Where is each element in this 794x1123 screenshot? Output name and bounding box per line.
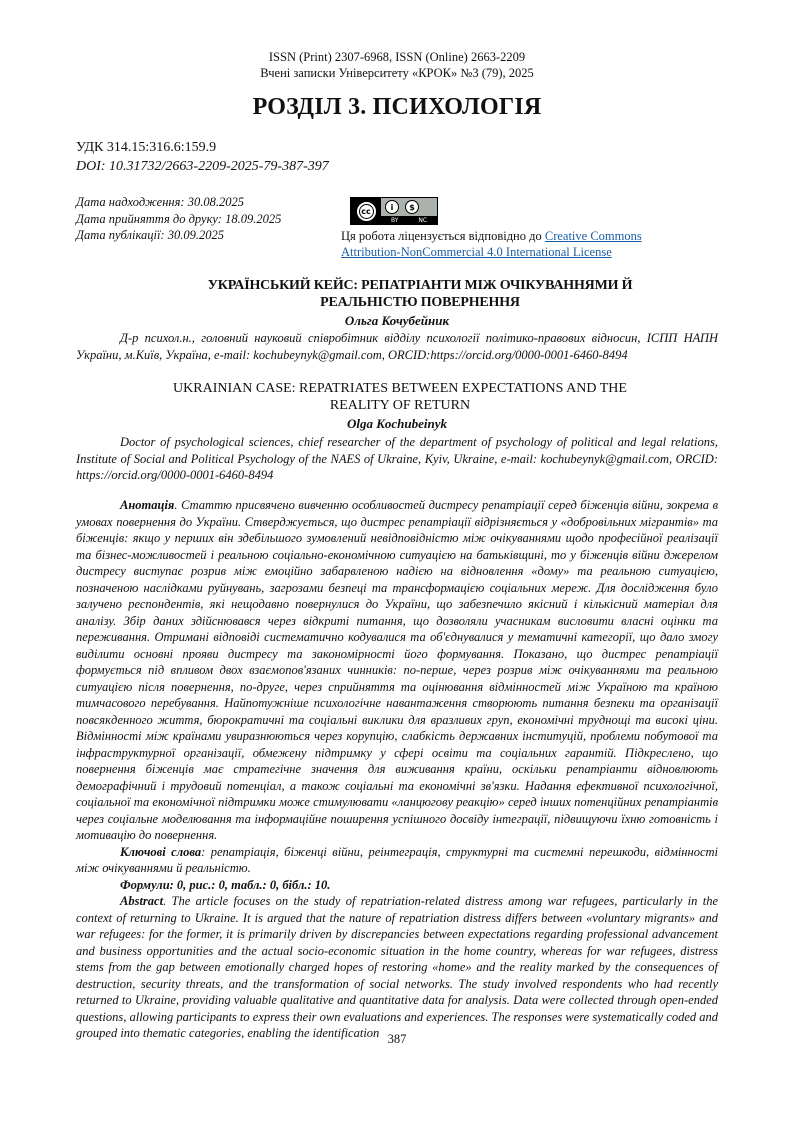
issn-line: ISSN (Print) 2307-6968, ISSN (Online) 2663-2209: [268, 50, 526, 64]
affiliation-en: Doctor of psychological sciences, chief researcher of the department of psychology of political and legal relations, Institute of Social and Political Psychology of the NAES of Ukraine, Kyiv, Ukraine, e-mail: kochubeynyk@gmail.com, ORCID: https://orcid.org/0000-0001-6460-8494: [76, 435, 718, 482]
affiliation-ua: Д-р психол.н., головний науковий співробітник відділу психології політико-правових відносин, ІСПП НАПН України, м.Київ, Україна, e-mail: kochubeynyk@gmail.com, ORCID:https://orcid.org/0000-0001-6460-8494: [76, 331, 718, 362]
nc-label: NC: [418, 216, 428, 224]
article-title-ua: УКРАЇНСЬКИЙ КЕЙС: РЕПАТРІАНТИ МІЖ ОЧІКУВАННЯМИ Й РЕАЛЬНІСТЮ ПОВЕРНЕННЯ: [207, 278, 633, 310]
doi: DOI: 10.31732/2663-2209-2025-79-387-397: [76, 159, 329, 174]
cc-by-nc-badge-icon[interactable]: [350, 197, 438, 225]
main-text: [76, 497, 718, 1042]
keywords-text: : репатріація, біженці війни, реінтеграція, структурні та системні перешкоди, відмінності між очікуваннями й реальністю.: [76, 844, 718, 875]
author-ua: Ольга Кочубейник: [344, 313, 450, 328]
article-title-en: UKRAINIAN CASE: REPATRIATES BETWEEN EXPECTATIONS AND THE REALITY OF RETURN: [173, 381, 627, 413]
date-received: Дата надходження: 30.08.2025: [76, 195, 244, 209]
by-label: BY: [390, 216, 399, 224]
license-text: Ця робота ліцензується відповідно до: [341, 229, 545, 243]
date-accepted: Дата прийняття до друку: 18.09.2025: [76, 211, 282, 226]
abstract-paragraph: [76, 893, 718, 1042]
page-number: 387: [387, 1032, 407, 1046]
annotation-text: . Статтю присвячено вивченню особливостей дистресу репатріації серед біженців війни, зокрема в умовах повернення до України. Стверджується, що дистрес репатріації відрізняється у «добровільних мігрантів» та біженців: якщо у перших він здебільшого зумовлений невідповідністю між очікуваннями щодо професійної реалізації та бізнес-можливостей і реальною соціально-економічною ситуацією на батьківщині, то у біженців війни джерелом дистресу виступає розрив між емоційно забарвленою надією на відновлення «дому» та реальною ситуацією, позначеною наслідками руйнувань, загрозами безпеці та трансформацією соціальних мереж. Для дослідження було залучено респондентів, які нещодавно повернулися до України, що забезпечило якісний і кількісний матеріал для аналізу. Збір даних здійснювався через відкриті питання, що дозволяли учасникам висловити власні оцінки та переживання. Отримані відповіді систематично кодувалися та об'єднувалися у тематичні категорії, що дало змогу виділити основні прояви дистресу та закономірності його формування. Показано, що дистрес репатріації формується під впливом двох взаємопов'язаних чинників: по-перше, через розрив між очікуваннями та реальною ситуацією після повернення, по-друге, через сприйняття та оцінювання відмінностей між Україною та країною тимчасового перебування. Найпотужніше психологічне навантаження створюють питання безпеки та організації повсякденного життя, бюрократичні та соціальні виклики для вразливих груп, економічні труднощі та високі ціни. Відмінності між країнами увиразнюються через корупцію, слабкість державних інституцій, проблеми побутової та інфраструктурної організації, обмежену підтримку у сфері освіти та соціальних гарантій. Підкреслено, що повернення біженців має стратегічне значення для виживання країни, оскільки репатріанти відновлюють демографічний і трудовий потенціал, а також соціальні та економічні зв'язки. Надання ефективної психологічної, соціальної та економічної підтримки може стимулювати «ланцюгову реакцію» серед інших потенційних репатріантів через соціальне моделювання та інформаційне поширення успішного досвіду інтеграції, підвищуючи їхню готовність і мотивацію до повернення.: [76, 498, 718, 842]
publication-dates: [76, 194, 281, 244]
keywords-label: Ключові слова: [120, 844, 202, 859]
journal-line: Вчені записки Університету «КРОК» №3 (79), 2025: [260, 66, 534, 80]
author-en: Olga Kochubeinyk: [346, 416, 448, 431]
formulas-line: Формули: 0, рис.: 0, табл.: 0, бібл.: 10.: [120, 877, 331, 892]
annotation-label: Анотація: [120, 498, 175, 512]
license-notice: [341, 228, 701, 260]
section-title: РОЗДІЛ 3. ПСИХОЛОГІЯ: [252, 94, 542, 120]
keywords-paragraph: [76, 844, 718, 877]
noncommercial-icon: $: [405, 200, 419, 214]
abstract-label: Abstract: [120, 894, 164, 908]
cc-logo-icon: cc: [351, 198, 381, 224]
abstract-text: . The article focuses on the study of repatriation-related distress among war refugees, particularly in the context of returning to Ukraine. It is argued that the nature of repatriation distress differs between «voluntary migrants» and war refugees: for the former, it is primarily driven by discrepancies between expectations regarding professional advancement and business opportunities and the actual socio-economic situation in the home country, whereas for war refugees, distress stems from the gap between emotionally charged hopes of restoring «home» and the reality marked by the consequences of destruction, security threats, and the transformation of social networks. The study involved respondents who had recently returned to Ukraine, providing valuable qualitative and quantitative data for analysis. Data were collected through open-ended questions, allowing participants to express their own evaluations and experiences. The responses were systematically coded and grouped into thematic categories, enabling the identification: [76, 894, 718, 1040]
date-published: Дата публікації: 30.09.2025: [76, 228, 224, 242]
udk-code: УДК 314.15:316.6:159.9: [76, 140, 217, 155]
license-link[interactable]: Creative Commons Attribution-NonCommercial 4.0 International License: [341, 229, 642, 259]
annotation-paragraph: [76, 497, 718, 844]
attribution-icon: i: [385, 200, 399, 214]
